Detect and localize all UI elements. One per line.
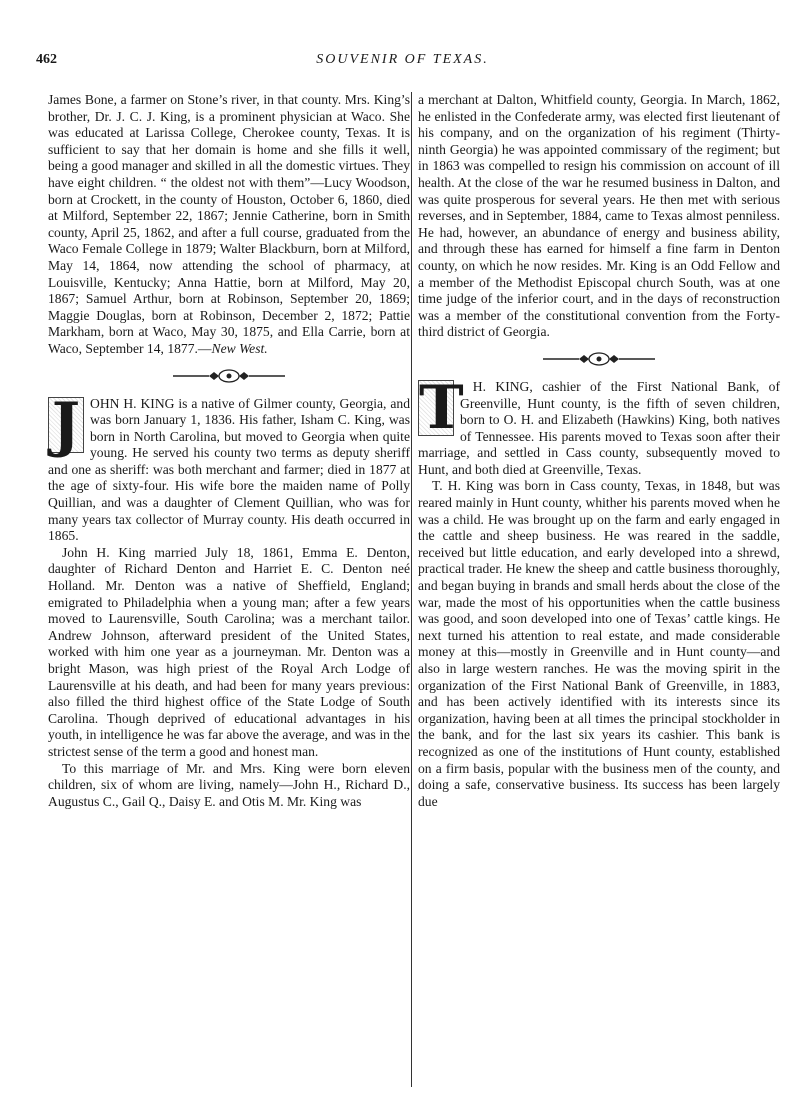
john-h-king-entry — [48, 389, 410, 545]
left-column — [48, 92, 410, 810]
t-h-king-entry — [418, 372, 780, 479]
drop-cap: T — [419, 372, 464, 443]
ornament-icon — [169, 368, 289, 384]
page-header — [36, 52, 769, 74]
ornament-icon — [539, 351, 659, 367]
drop-cap: J — [48, 397, 84, 453]
column-divider — [411, 92, 412, 1087]
paragraph: a merchant at Dalton, Whitfield county, Georgia. In March, 1862, he enlisted in the Confederate army, was elected first lieutenant of his company, and on the organization of his regiment (Thirty-ninth Georgia) he was appointed commissary of the regiment; but in 1863 was compelled to resign his commission on account of ill health. At the close of the war he resumed business in Dalton, and was quite prosperous for several years. He then met with serious reverses, and in September, 1884, came to Texas almost penniless. He had, however, an abundance of energy and business ability, and through these has earned for himself a fine farm in Denton county, on which he now resides. Mr. King is an Odd Fellow and a member of the Methodist Episcopal church South, was at one time judge of the inferior court, and in the days of reconstruction was a member of the constitutional convention from the Forty-third district of Georgia. — [418, 92, 780, 340]
paragraph-text: James Bone, a farmer on Stone’s river, in that county. Mrs. King’s brother, Dr. J. C. J. King, is a prominent physician at Waco. She was educated at Larissa College, Cherokee county, Texas. It is sufficient to say that her domain is home and she fills it well, being a good manager and skilled in all the domestic virtues. They have eight children. “ the oldest not with them”—Lucy Woodson, born at Crockett, in the county of Houston, October 6, 1860, died at Milford, September 22, 1867; Jennie Catherine, born in Smith county, April 25, 1862, and after a full course, graduated from the Waco Female College in 1879; Walter Blackburn, born at Milford, May 14, 1864, now attending the school of pharmacy, at Louisville, Kentucky; Anna Hattie, born at Milford, May 20, 1867; Samuel Arthur, born at Robinson, September 20, 1869; Maggie Douglas, born at Robinson, December 2, 1872; Pattie Markham, born at Waco, May 30, 1875, and Ella Carrie, born at Waco, September 14, 1877.— — [48, 92, 410, 356]
section-ornament — [48, 365, 410, 387]
entry-lead-paragraph: . H. KING, cashier of the First National Bank, of Greenville, Hunt county, is the fifth of seven children, born to O. H. and Elizabeth (Hawkins) King, both natives of Tennessee. His parents moved to Texas soon after their marriage, and settled in Cass county, subsequently moved to Hunt, and both died at Greenville, Texas. — [418, 378, 780, 477]
running-head: SOUVENIR OF TEXAS. — [316, 52, 489, 67]
paragraph: T. H. King was born in Cass county, Texas, in 1848, but was reared mainly in Hunt county, whither his parents moved when he was a child. He was brought up on the farm and early engaged in the cattle and sheep business. He was reared in the saddle, received but little education, and early developed into a shrewd, practical trader. He knew the sheep and cattle business thoroughly, and began buying in brands and small herds about the close of the war, made the most of his opportunities when the cattle business was good, and soon developed into one of Texas’ cattle kings. He next turned his attention to real estate, and made considerable money at this—mostly in Greenville and in Hunt county—and also in large western ranches. He was the moving spirit in the organization of the First National Bank of Greenville, in 1883, and has been actively identified with its interests since its organization, having been at all times the principal stockholder in the bank, and for the last six years its cashier. This bank is recognized as one of the institutions of Hunt county, established on a firm basis, popular with the business men of the county, and doing a safe, conservative business. Its success has been largely due — [418, 478, 780, 809]
page-number: 462 — [36, 52, 57, 67]
entry-lead-paragraph: OHN H. KING is a native of Gilmer county, Georgia, and was born January 1, 1836. His father, Isham C. King, was born in North Carolina, but moved to Georgia when quite young. He served his county two terms as deputy sheriff and one as sheriff: was both merchant and farmer; died in 1877 at the age of sixty-four. His wife bore the maiden name of Polly Quillian, and was a daughter of Clement Quillian, who was for many years tax collector of Murray county. His death occurred in 1865. — [48, 395, 410, 544]
right-column — [418, 92, 780, 810]
paragraph: To this marriage of Mr. and Mrs. King were born eleven children, six of whom are living, namely—John H., Richard D., Augustus C., Gail Q., Daisy E. and Otis M. Mr. King was — [48, 760, 410, 809]
biography-continuation — [48, 92, 410, 358]
paragraph: John H. King married July 18, 1861, Emma E. Denton, daughter of Richard Denton and Harriet E. C. Denton neé Holland. Mr. Denton was a native of Sheffield, England; emigrated to Philadelphia when a young man; after a few years moved to Laurensville, South Carolina; was a merchant tailor. Andrew Johnson, afterward president of the United States, worked with him one year as a journeyman. Mr. Denton was a bright Mason, was high priest of the Royal Arch Lodge of Laurensville at his death, and had been for many years previous: also filled the third highest office of the State Lodge of South Carolina. Though deprived of educational advantages in his youth, in intelligence he was far above the average, and was in the strictest sense of the term a good and honest man. — [48, 544, 410, 759]
source-signature: New West. — [211, 340, 268, 356]
section-ornament — [418, 348, 780, 370]
